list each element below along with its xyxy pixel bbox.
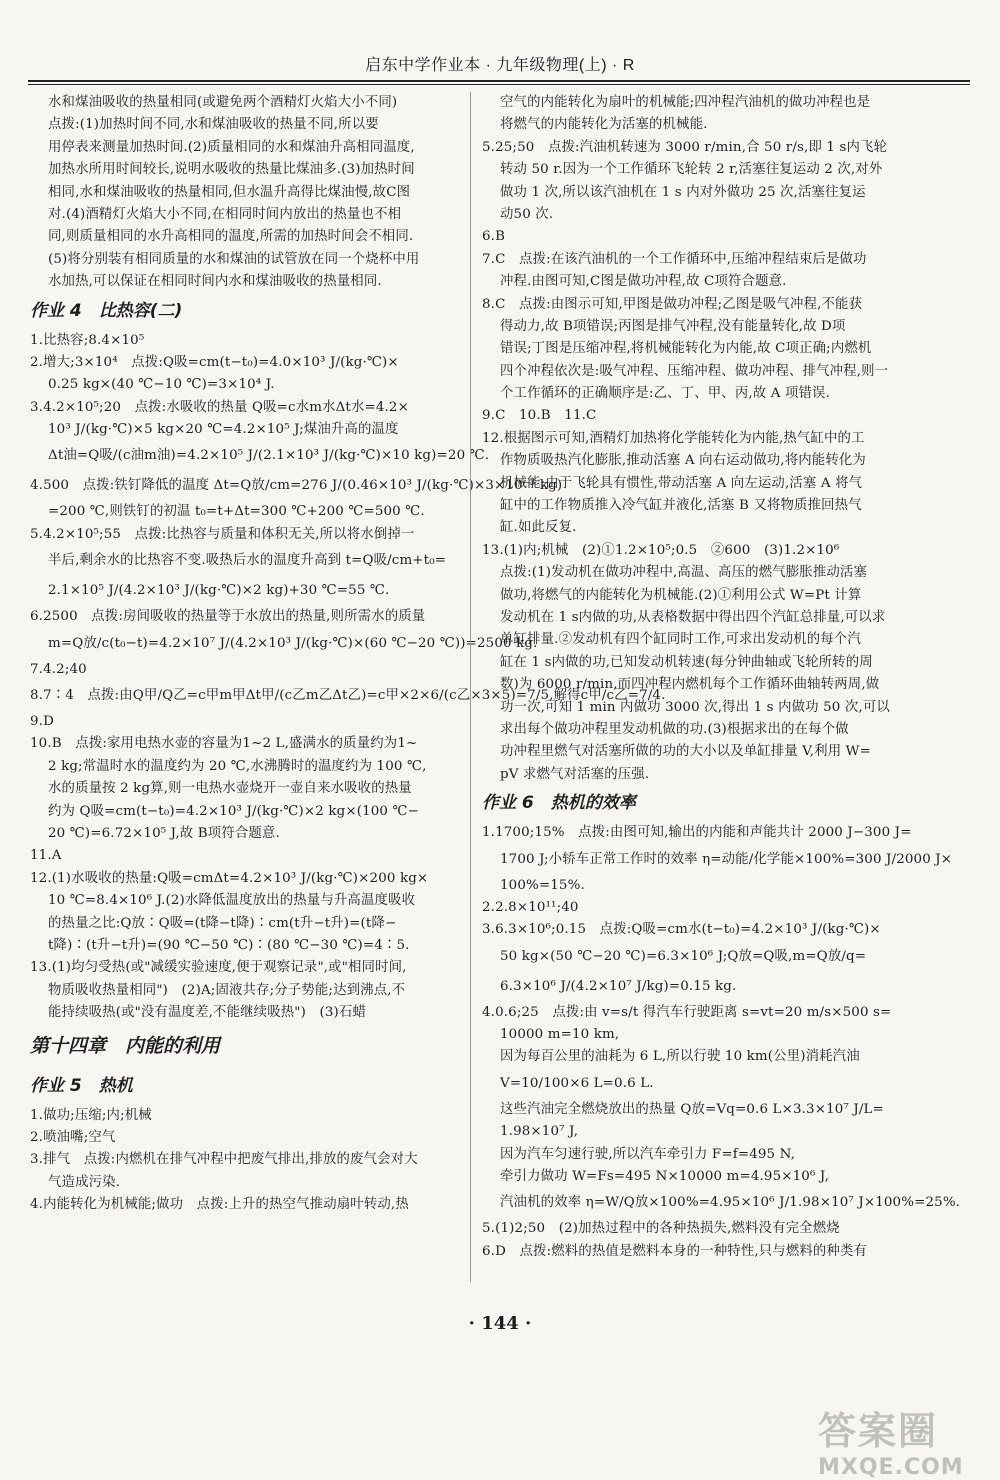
- text-line: 10000 m=10 km,: [500, 1027, 620, 1043]
- text-line: 发动机在 1 s内做的功,从表格数据中得出四个汽缸总排量,可以求: [500, 609, 886, 625]
- text-line: 四个冲程依次是:吸气冲程、压缩冲程、做功冲程、排气冲程,则一: [500, 363, 889, 379]
- text-line: 能持续吸热(或"没有温度差,不能继续吸热") (3)石蜡: [48, 1005, 367, 1021]
- text-line: 水的质量按 2 kg算,则一电热水壶烧开一壶自来水吸收的热量: [48, 781, 412, 797]
- text-line: 功一次,可知 1 min 内做功 3000 次,得出 1 s 内做功 50 次,可以: [500, 699, 890, 715]
- text-line: 将燃气的内能转化为活塞的机械能.: [500, 117, 708, 133]
- text-line: (5)将分别装有相同质量的水和煤油的试管放在同一个烧杯中用: [48, 251, 420, 267]
- text-line: m=Q放/c(t₀−t)=4.2×10⁷ J/(4.2×10³ J/(kg·℃)×(60 ℃−20 ℃))=2500 kg.: [48, 635, 538, 651]
- text-line: 2.2.8×10¹¹;40: [482, 899, 579, 915]
- header-rule-thin: [28, 84, 970, 85]
- text-line: 1.比热容;8.4×10⁵: [30, 332, 145, 348]
- text-line: 因为每百公里的油耗为 6 L,所以行驶 10 km(公里)消耗汽油: [500, 1049, 860, 1065]
- text-line: 缸中的工作物质推入冷气缸并液化,活塞 B 又将物质推回热气: [500, 498, 862, 514]
- text-line: 个工作循环的正确顺序是:乙、丁、甲、丙,故 A 项错误.: [500, 386, 830, 402]
- right-column: [482, 92, 961, 1263]
- text-line: 1700 J;小轿车正常工作时的效率 η=动能/化学能×100%=300 J/2000 J×: [500, 851, 953, 867]
- text-line: 2 kg;常温时水的温度约为 20 ℃,水沸腾时的温度约为 100 ℃,: [48, 758, 427, 774]
- text-line: 相同,水和煤油吸收的热量相同,但水温升高得比煤油慢,故C图: [48, 184, 411, 200]
- text-line: 同,则质量相同的水升高相同的温度,所需的加热时间会不相同.: [48, 229, 414, 245]
- text-line: 水和煤油吸收的热量相同(或避免两个酒精灯火焰大小不同): [48, 95, 398, 110]
- text-line: 12.根据图示可知,酒精灯加热将化学能转化为内能,热气缸中的工: [482, 430, 865, 446]
- text-line: 4.内能转化为机械能;做功 点拨:上升的热空气推动扇叶转动,热: [30, 1197, 409, 1213]
- text-line: 9.D: [30, 714, 54, 730]
- text-line: 3.排气 点拨:内燃机在排气冲程中把废气排出,排放的废气会对大: [30, 1152, 418, 1168]
- text-line: 牵引力做功 W=Fs=495 N×10000 m=4.95×10⁶ J,: [500, 1169, 830, 1185]
- text-line: 6.B: [482, 229, 506, 245]
- text-line: 4.0.6;25 点拨:由 v=s/t 得汽车行驶距离 s=vt=20 m/s×500 s=: [482, 1004, 892, 1020]
- chapter-heading: 第十四章 内能的利用: [30, 1034, 221, 1057]
- text-line: 得动力,故 B项错误;丙图是排气冲程,没有能量转化,故 D项: [500, 318, 846, 334]
- column-divider: [470, 92, 471, 1282]
- text-line: 1.98×10⁷ J,: [500, 1124, 579, 1140]
- text-line: 功冲程里燃气对活塞所做的功的大小以及单缸排量 V,利用 W=: [500, 744, 871, 760]
- text-line: 6.3×10⁶ J/(4.2×10⁷ J/kg)=0.15 kg.: [500, 978, 737, 994]
- text-line: 50 kg×(50 ℃−20 ℃)=6.3×10⁶ J;Q放=Q吸,m=Q放/q=: [500, 948, 867, 964]
- text-line: 2.增大;3×10⁴ 点拨:Q吸=cm(t−t₀)=4.0×10³ J/(kg·℃)×: [30, 354, 399, 370]
- header-rule: [28, 80, 970, 82]
- text-line: 8.C 点拨:由图示可知,甲图是做功冲程;乙图是吸气冲程,不能获: [482, 296, 863, 312]
- text-line: 100%=15%.: [500, 877, 585, 893]
- text-line: 这些汽油完全燃烧放出的热量 Q放=Vq=0.6 L×3.3×10⁷ J/L=: [500, 1101, 884, 1117]
- text-line: 因为汽车匀速行驶,所以汽车牵引力 F=f=495 N,: [500, 1146, 796, 1162]
- text-line: 动50 次.: [500, 206, 554, 222]
- section-heading: 作业 4 比热容(二): [30, 300, 183, 321]
- text-line: 7.C 点拨:在该汽油机的一个工作循环中,压缩冲程结束后是做功: [482, 251, 867, 267]
- text-line: 8.7∶4 点拨:由Q甲/Q乙=c甲m甲Δt甲/(c乙m乙Δt乙)=c甲×2×6/(c乙×3×5)=7/5,解得c甲/c乙=7/4.: [30, 688, 666, 704]
- text-line: 10 ℃=8.4×10⁶ J.(2)水降低温度放出的热量与升高温度吸收: [48, 893, 416, 909]
- text-line: 点拨:(1)发动机在做功冲程中,高温、高压的燃气膨胀推动活塞: [500, 565, 867, 581]
- text-line: 3.6.3×10⁶;0.15 点拨:Q吸=cm水(t−t₀)=4.2×10³ J/(kg·℃)×: [482, 922, 881, 938]
- text-line: 半后,剩余水的比热容不变.吸热后水的温度升高到 t=Q吸/cm+t₀=: [48, 553, 447, 569]
- text-line: 12.(1)水吸收的热量:Q吸=cmΔt=4.2×10³ J/(kg·℃)×200 kg×: [30, 870, 429, 886]
- text-line: 2.喷油嘴;空气: [30, 1129, 116, 1145]
- text-line: 冲程.由图可知,C图是做功冲程,故 C项符合题意.: [500, 274, 787, 290]
- page-number: · 144 ·: [468, 1313, 532, 1334]
- text-line: 0.25 kg×(40 ℃−10 ℃)=3×10⁴ J.: [48, 377, 275, 393]
- text-line: 4.500 点拨:铁钉降低的温度 Δt=Q放/cm=276 J/(0.46×10³ J/(kg·℃)×3×10⁻³ kg): [30, 478, 563, 494]
- text-line: 汽油机的效率 η=W/Q放×100%=4.95×10⁶ J/1.98×10⁷ J×100%=25%.: [500, 1195, 961, 1211]
- text-line: 气造成污染.: [48, 1174, 121, 1190]
- text-line: 用停表来测量加热时间.(2)质量相同的水和煤油升高相同温度,: [48, 139, 415, 155]
- text-line: 做功,将燃气的内能转化为机械能.(2)①利用公式 W=Pt 计算: [500, 587, 862, 603]
- text-line: 11.A: [30, 848, 62, 864]
- text-line: 9.C 10.B 11.C: [482, 408, 597, 424]
- text-line: 点拨:(1)加热时间不同,水和煤油吸收的热量不同,所以要: [48, 117, 379, 133]
- text-line: 求出每个做功冲程里发动机做的功.(3)根据求出的在每个做: [500, 721, 849, 737]
- text-line: 作物质吸热汽化膨胀,推动活塞 A 向右运动做功,将内能转化为: [500, 453, 866, 469]
- text-line: 20 ℃)=6.72×10⁵ J,故 B项符合题意.: [48, 825, 280, 841]
- text-line: V=10/100×6 L=0.6 L.: [500, 1075, 654, 1091]
- text-line: 10.B 点拨:家用电热水壶的容量为1~2 L,盛满水的质量约为1~: [30, 736, 418, 752]
- section-heading: 作业 6 热机的效率: [482, 793, 636, 814]
- text-line: 机械能;由于飞轮具有惯性,带动活塞 A 向左运动,活塞 A 将气: [500, 475, 863, 491]
- page-header: 启东中学作业本 · 九年级物理(上) · R: [365, 57, 635, 74]
- text-line: 缸.如此反复.: [500, 520, 577, 536]
- text-line: 对.(4)酒精灯火焰大小不同,在相同时间内放出的热量也不相: [48, 206, 402, 222]
- text-line: pV 求燃气对活塞的压强.: [500, 766, 650, 782]
- text-line: 数)为 6000 r/min,而四冲程内燃机每个工作循环曲轴转两周,做: [500, 677, 880, 693]
- text-line: 水加热,可以保证在相同时间内水和煤油吸收的热量相同.: [48, 274, 382, 290]
- text-line: Δt油=Q吸/(c油m油)=4.2×10⁵ J/(2.1×10³ J/(kg·℃)×10 kg)=20 ℃.: [48, 448, 490, 464]
- text-line: 1.1700;15% 点拨:由图可知,输出的内能和声能共计 2000 J−300 J=: [482, 825, 912, 841]
- text-line: 空气的内能转化为扇叶的机械能;四冲程汽油机的做功冲程也是: [500, 95, 871, 110]
- text-line: 2.1×10⁵ J/(4.2×10³ J/(kg·℃)×2 kg)+30 ℃=55 ℃.: [48, 583, 390, 599]
- text-line: 3.4.2×10⁵;20 点拨:水吸收的热量 Q吸=c水m水Δt水=4.2×: [30, 399, 409, 415]
- text-line: 错误;丁图是压缩冲程,将机械能转化为内能,故 C项正确;内燃机: [500, 341, 872, 357]
- text-line: 7.4.2;40: [30, 661, 87, 677]
- text-line: 约为 Q吸=cm(t−t₀)=4.2×10³ J/(kg·℃)×2 kg×(100 ℃−: [48, 803, 420, 819]
- text-line: 物质吸收热量相同") (2)A;固液共存;分子势能;达到沸点,不: [48, 982, 406, 998]
- section-heading: 作业 5 热机: [30, 1075, 133, 1096]
- text-line: 6.2500 点拨:房间吸收的热量等于水放出的热量,则所需水的质量: [30, 609, 426, 625]
- text-line: 1.做功;压缩;内;机械: [30, 1107, 152, 1123]
- text-line: 5.(1)2;50 (2)加热过程中的各种热损失,燃料没有完全燃烧: [482, 1221, 840, 1237]
- text-line: 5.4.2×10⁵;55 点拨:比热容与质量和体积无关,所以将水倒掉一: [30, 526, 415, 542]
- text-line: 做功 1 次,所以该汽油机在 1 s 内对外做功 25 次,活塞往复运: [500, 184, 866, 200]
- text-line: t降)∶(t升−t升)=(90 ℃−50 ℃)∶(80 ℃−30 ℃)=4∶5.: [48, 937, 410, 953]
- text-line: 转动 50 r.因为一个工作循环飞轮转 2 r,活塞往复运动 2 次,对外: [500, 162, 883, 178]
- text-line: 缸在 1 s内做的功,已知发动机转速(每分钟曲轴或飞轮所转的周: [500, 654, 873, 670]
- text-line: 13.(1)内;机械 (2)①1.2×10⁵;0.5 ②600 (3)1.2×10⁶: [482, 542, 840, 558]
- text-line: =200 ℃,则铁钉的初温 t₀=t+Δt=300 ℃+200 ℃=500 ℃.: [48, 504, 425, 520]
- text-line: 6.D 点拨:燃料的热值是燃料本身的一种特性,只与燃料的种类有: [482, 1243, 868, 1259]
- text-line: 5.25;50 点拨:汽油机转速为 3000 r/min,合 50 r/s,即 1 s内飞轮: [482, 139, 888, 155]
- text-line: 13.(1)均匀受热(或"减缓实验速度,便于观察记录",或"相同时间,: [30, 960, 407, 976]
- text-line: 加热水所用时间较长,说明水吸收的热量比煤油多.(3)加热时间: [48, 162, 415, 178]
- text-line: 的热量之比:Q放∶Q吸=(t降−t降)∶cm(t升−t升)=(t降−: [48, 915, 397, 931]
- watermark-logo: 答案圈 MXQE.COM: [818, 1409, 964, 1480]
- text-line: 10³ J/(kg·℃)×5 kg×20 ℃=4.2×10⁵ J;煤油升高的温度: [48, 422, 399, 438]
- text-line: 单缸排量.②发动机有四个缸同时工作,可求出发动机的每个汽: [500, 632, 861, 648]
